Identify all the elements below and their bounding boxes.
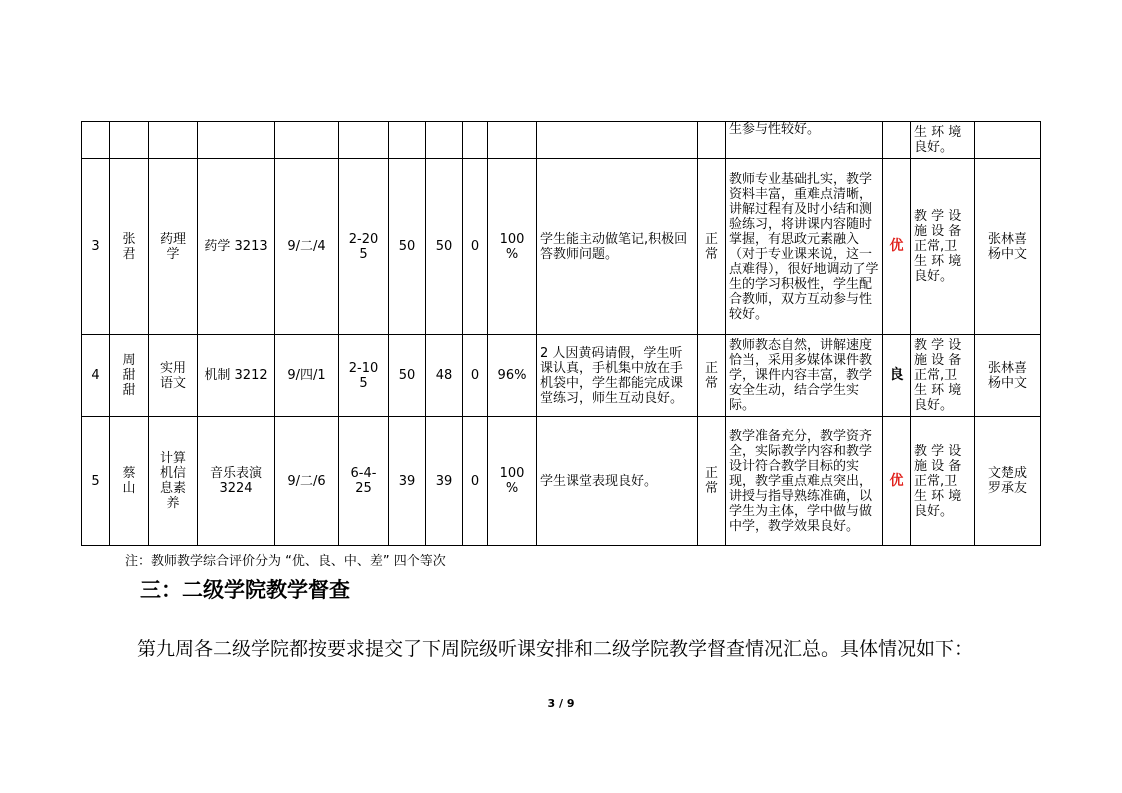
course-cell: 计算 机信 息素 养 [149,417,198,546]
table-cell [110,122,149,159]
teacher-cell: 周 甜 甜 [110,335,149,417]
table-cell [82,122,110,159]
late-cell: 0 [463,417,488,546]
table-cell [883,122,911,159]
facilities-cell: 教 学 设 施 设 备 正常,卫 生 环 境 良好。 [911,417,975,546]
inspectors-cell: 张林喜 杨中文 [975,335,1041,417]
order-cell: 正 常 [698,335,726,417]
evaluation-cell: 教师专业基础扎实，教学资料丰富，重难点清晰，讲解过程有及时小结和测验练习，将讲课内容随时掌握，有思政元素融入（对于专业课来说，这一点难得），很好地调动了学生的学习积极性，学生配合教师，双方互动参与性较好。 [726,159,883,335]
table-cell [537,122,698,159]
table-row [82,417,1041,546]
grade-cell: 优 [883,159,911,335]
facilities-cell: 生 环 境 良好。 [911,122,975,159]
table-cell [275,122,339,159]
room-cell: 6-4- 25 [339,417,389,546]
row-number: 5 [82,417,110,546]
student-status-cell: 学生能主动做笔记,积极回答教师问题。 [537,159,698,335]
attendance-rate-cell: 96% [488,335,537,417]
table-cell [975,122,1041,159]
evaluation-cell: 教学准备充分，教学资齐全，实际教学内容和教学设计符合教学目标的实现，教学重点难点突出，讲授与指导熟练准确，以学生为主体，学中做与做中学，教学效果良好。 [726,417,883,546]
time-cell: 9/二/6 [275,417,339,546]
class-cell: 机制 3212 [198,335,275,417]
table-cell [149,122,198,159]
enrolled-cell: 39 [389,417,426,546]
present-cell: 50 [426,159,463,335]
row-number: 3 [82,159,110,335]
row-number: 4 [82,335,110,417]
late-cell: 0 [463,159,488,335]
attendance-rate-cell: 100 % [488,159,537,335]
enrolled-cell: 50 [389,335,426,417]
facilities-cell: 教 学 设 施 设 备 正常,卫 生 环 境 良好。 [911,335,975,417]
grading-note: 注：教师教学综合评价分为 “优、良、中、差” 四个等次 [125,554,446,569]
order-cell: 正 常 [698,417,726,546]
enrolled-cell: 50 [389,159,426,335]
present-cell: 39 [426,417,463,546]
table-row-partial [82,122,1041,159]
order-cell: 正 常 [698,159,726,335]
evaluation-cell: 教师教态自然，讲解速度恰当，采用多媒体课件教学，课件内容丰富，教学安全生动，结合学生实际。 [726,335,883,417]
page-number: 3 / 9 [547,697,575,710]
student-status-cell: 2 人因黄码请假，学生听课认真，手机集中放在手机袋中，学生都能完成课堂练习，师生互动良好。 [537,335,698,417]
table-cell [198,122,275,159]
table-row [82,335,1041,417]
present-cell: 48 [426,335,463,417]
facilities-cell: 教 学 设 施 设 备 正常,卫 生 环 境 良好。 [911,159,975,335]
time-cell: 9/二/4 [275,159,339,335]
table-cell [339,122,389,159]
grade-cell: 良 [883,335,911,417]
attendance-rate-cell: 100 % [488,417,537,546]
table-cell [389,122,426,159]
course-cell: 药理 学 [149,159,198,335]
class-cell: 药学 3213 [198,159,275,335]
inspectors-cell: 张林喜 杨中文 [975,159,1041,335]
student-status-cell: 学生课堂表现良好。 [537,417,698,546]
room-cell: 2-10 5 [339,335,389,417]
table-cell [426,122,463,159]
course-cell: 实用 语文 [149,335,198,417]
teacher-cell: 蔡 山 [110,417,149,546]
body-paragraph: 第九周各二级学院都按要求提交了下周院级听课安排和二级学院教学督查情况汇总。具体情况如下： [137,638,974,660]
evaluation-cell: 生参与性较好。 [726,122,883,159]
table-cell [488,122,537,159]
inspectors-cell: 文楚成 罗承友 [975,417,1041,546]
teacher-cell: 张 君 [110,159,149,335]
table-row [82,159,1041,335]
grade-cell: 优 [883,417,911,546]
section-heading: 三：二级学院教学督查 [140,578,350,602]
class-cell: 音乐表演 3224 [198,417,275,546]
time-cell: 9/四/1 [275,335,339,417]
table-cell [463,122,488,159]
inspection-table [81,121,1041,546]
late-cell: 0 [463,335,488,417]
room-cell: 2-20 5 [339,159,389,335]
table-cell [698,122,726,159]
